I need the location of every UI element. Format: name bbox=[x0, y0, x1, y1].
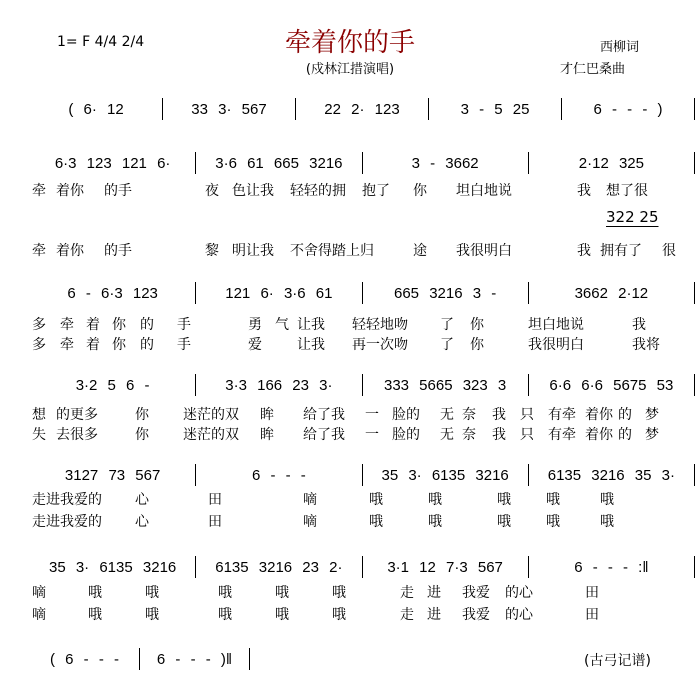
lyric-word: 手 bbox=[177, 337, 191, 353]
lyric-word: 着你 bbox=[585, 407, 613, 423]
measure-notes: 121 6· 3·6 61 bbox=[225, 284, 333, 302]
measure-notes: ( 6· 12 bbox=[68, 100, 124, 118]
lyric-word: 脸的 bbox=[392, 407, 420, 423]
lyric-word: 的 bbox=[618, 407, 632, 423]
lyric-word: 田 bbox=[208, 514, 222, 530]
lyric-word: 走进我爱的 bbox=[32, 514, 102, 530]
lyric-word: 田 bbox=[585, 585, 599, 601]
lyric-word: 你 bbox=[135, 427, 149, 443]
measure-notes: 6135 3216 35 3· bbox=[547, 466, 675, 484]
lyric-word: 一 bbox=[365, 407, 379, 423]
lyric-word: 迷茫的双 bbox=[183, 427, 239, 443]
measure-notes: 3·6 61 665 3216 bbox=[215, 154, 343, 172]
bar-line bbox=[694, 556, 695, 578]
lyric-word: 心 bbox=[135, 514, 149, 530]
measure bbox=[30, 651, 139, 668]
lyric-word: 无 bbox=[440, 427, 454, 443]
measure bbox=[363, 155, 528, 172]
lyric-word: 很 bbox=[662, 243, 676, 259]
measure-notes: 6 - - - )‖ bbox=[156, 650, 233, 668]
notes-row bbox=[30, 374, 695, 396]
lyric-word: 抱了 bbox=[362, 183, 390, 199]
song-title: 牵着你的手 bbox=[284, 28, 415, 58]
lyric-word: 不舍得踏上归 bbox=[290, 243, 374, 259]
measure bbox=[363, 559, 528, 576]
lyric-word: 让我 bbox=[297, 337, 325, 353]
lyric-word: 嘀 bbox=[303, 492, 317, 508]
lyric-word: 去很多 bbox=[56, 427, 98, 443]
lyric-word: 的更多 bbox=[56, 407, 98, 423]
lyric-word: 我将 bbox=[632, 337, 660, 353]
lyric-word: 的心 bbox=[505, 585, 533, 601]
measure-notes: 3127 73 567 bbox=[64, 466, 161, 484]
lyric-word: 轻轻的拥 bbox=[290, 183, 346, 199]
lyric-word: 我爱 bbox=[462, 607, 490, 623]
lyric-word: 着你 bbox=[585, 427, 613, 443]
bar-line bbox=[694, 98, 695, 120]
measure bbox=[30, 155, 195, 172]
lyric-word: 哦 bbox=[497, 514, 511, 530]
lyric-word: 途 bbox=[413, 243, 427, 259]
lyric-word: 我很明白 bbox=[456, 243, 512, 259]
measure bbox=[30, 101, 162, 118]
lyric-word: 梦 bbox=[645, 407, 659, 423]
lyric-word: 哦 bbox=[369, 514, 383, 530]
measure bbox=[363, 467, 528, 484]
lyric-word: 梦 bbox=[645, 427, 659, 443]
lyric-word: 的心 bbox=[505, 607, 533, 623]
measure-notes: 33 3· 567 bbox=[191, 100, 267, 118]
lyric-word: 哦 bbox=[369, 492, 383, 508]
lyric-word: 牵 bbox=[32, 183, 46, 199]
measure-notes: 3·3 166 23 3· bbox=[225, 376, 333, 394]
lyric-word: 气 bbox=[275, 317, 289, 333]
lyric-word: 轻轻地吻 bbox=[352, 317, 408, 333]
lyric-word: 有牵 bbox=[548, 427, 576, 443]
lyric-word: 牵 bbox=[60, 337, 74, 353]
lyric-word: 哦 bbox=[546, 492, 560, 508]
measure bbox=[30, 467, 195, 484]
measure bbox=[196, 377, 361, 394]
measure-notes: 6 - - - ) bbox=[593, 100, 663, 118]
lyric-word: 坦白地说 bbox=[456, 183, 512, 199]
lyric-word: 夜 bbox=[205, 183, 219, 199]
lyric-word: 哦 bbox=[88, 607, 102, 623]
lyric-word: 哦 bbox=[428, 514, 442, 530]
measure bbox=[296, 101, 428, 118]
lyric-word: 我 bbox=[492, 427, 506, 443]
lyric-word: 明让我 bbox=[232, 243, 274, 259]
notes-row bbox=[30, 556, 695, 578]
lyric-word: 了 bbox=[440, 317, 454, 333]
lyric-word: 哦 bbox=[600, 492, 614, 508]
lyric-word: 着你 bbox=[56, 183, 84, 199]
notes-row bbox=[30, 152, 695, 174]
bar-line bbox=[694, 464, 695, 486]
lyric-word: 你 bbox=[413, 183, 427, 199]
lyric-word: 的 bbox=[618, 427, 632, 443]
measure bbox=[363, 285, 528, 302]
lyric-word: 多 bbox=[32, 317, 46, 333]
measure-notes: 6 - 6·3 123 bbox=[67, 284, 158, 302]
measure-notes: 6 - - - :‖ bbox=[574, 558, 649, 576]
key-signature: 1= F 4/4 2/4 bbox=[57, 34, 145, 50]
lyric-word: 一 bbox=[365, 427, 379, 443]
measure bbox=[529, 285, 694, 302]
lyric-word: 哦 bbox=[600, 514, 614, 530]
lyric-word: 坦白地说 bbox=[528, 317, 584, 333]
measure-notes: 3662 2·12 bbox=[574, 284, 649, 302]
measure bbox=[429, 101, 561, 118]
bar-line bbox=[694, 152, 695, 174]
lyric-word: 想了很 bbox=[606, 183, 648, 199]
lyric-word: 让我 bbox=[297, 317, 325, 333]
notes-row bbox=[30, 98, 695, 120]
measure-notes: 3·2 5 6 - bbox=[75, 376, 150, 394]
measure bbox=[529, 155, 694, 172]
lyric-word: 我 bbox=[632, 317, 646, 333]
lyric-word: 只 bbox=[520, 407, 534, 423]
measure-notes: ( 6 - - - bbox=[50, 650, 119, 668]
measure-notes: 6·6 6·6 5675 53 bbox=[549, 376, 674, 394]
lyric-word: 给了我 bbox=[303, 407, 345, 423]
lyric-word: 心 bbox=[135, 492, 149, 508]
measure-notes: 6135 3216 23 2· bbox=[215, 558, 343, 576]
measure-notes: 22 2· 123 bbox=[324, 100, 400, 118]
measure-notes: 6·3 123 121 6· bbox=[54, 154, 171, 172]
measure bbox=[196, 155, 361, 172]
measure-notes: 35 3· 6135 3216 bbox=[381, 466, 509, 484]
measure bbox=[196, 467, 361, 484]
lyric-word: 我爱 bbox=[462, 585, 490, 601]
lyric-word: 嘀 bbox=[303, 514, 317, 530]
alternate-notes: 322 25 bbox=[606, 208, 659, 226]
lyric-word: 嘀 bbox=[32, 607, 46, 623]
lyric-word: 田 bbox=[585, 607, 599, 623]
measure bbox=[30, 285, 195, 302]
notes-row bbox=[30, 464, 695, 486]
measure bbox=[529, 559, 694, 576]
lyric-word: 进 bbox=[427, 585, 441, 601]
bar-line bbox=[249, 648, 250, 670]
lyric-word: 哦 bbox=[428, 492, 442, 508]
lyric-word: 着 bbox=[86, 337, 100, 353]
lyric-word: 脸的 bbox=[392, 427, 420, 443]
lyric-word: 奈 bbox=[462, 407, 476, 423]
lyric-word: 走进我爱的 bbox=[32, 492, 102, 508]
lyric-word: 哦 bbox=[497, 492, 511, 508]
measure-notes: 665 3216 3 - bbox=[394, 284, 497, 302]
lyric-word: 眸 bbox=[260, 427, 274, 443]
measure bbox=[196, 559, 361, 576]
lyric-word: 的手 bbox=[104, 183, 132, 199]
measure-notes: 6 - - - bbox=[251, 466, 306, 484]
measure-notes: 3 - 3662 bbox=[411, 154, 479, 172]
lyric-word: 爱 bbox=[248, 337, 262, 353]
lyricist: 西柳词 bbox=[600, 40, 640, 55]
lyric-word: 的 bbox=[140, 317, 154, 333]
lyric-word: 再一次吻 bbox=[352, 337, 408, 353]
lyric-word: 黎 bbox=[205, 243, 219, 259]
measure-notes: 333 5665 323 3 bbox=[383, 376, 507, 394]
lyric-word: 牵 bbox=[32, 243, 46, 259]
lyric-word: 有牵 bbox=[548, 407, 576, 423]
measure bbox=[163, 101, 295, 118]
measure bbox=[363, 377, 528, 394]
lyric-word: 了 bbox=[440, 337, 454, 353]
lyric-word: 你 bbox=[112, 317, 126, 333]
lyric-word: 奈 bbox=[462, 427, 476, 443]
performer-note: (戍林江措演唱) bbox=[305, 62, 395, 77]
lyric-word: 嘀 bbox=[32, 585, 46, 601]
lyric-word: 你 bbox=[135, 407, 149, 423]
lyric-word: 给了我 bbox=[303, 427, 345, 443]
lyric-word: 你 bbox=[112, 337, 126, 353]
lyric-word: 手 bbox=[177, 317, 191, 333]
composer: 才仁巴桑曲 bbox=[560, 62, 626, 77]
lyric-word: 哦 bbox=[88, 585, 102, 601]
measure-notes: 3 - 5 25 bbox=[460, 100, 530, 118]
lyric-word: 我 bbox=[492, 407, 506, 423]
lyric-word: 的 bbox=[140, 337, 154, 353]
lyric-word: 勇 bbox=[248, 317, 262, 333]
lyric-word: 的手 bbox=[104, 243, 132, 259]
measure bbox=[529, 377, 694, 394]
lyric-word: 哦 bbox=[218, 607, 232, 623]
lyric-word: 只 bbox=[520, 427, 534, 443]
lyric-word: 你 bbox=[470, 337, 484, 353]
measure-notes: 3·1 12 7·3 567 bbox=[387, 558, 503, 576]
bar-line bbox=[694, 282, 695, 304]
lyric-word: 田 bbox=[208, 492, 222, 508]
lyric-word: 迷茫的双 bbox=[183, 407, 239, 423]
lyric-word: 进 bbox=[427, 607, 441, 623]
lyric-word: 我很明白 bbox=[528, 337, 584, 353]
lyric-word: 哦 bbox=[332, 607, 346, 623]
notes-row bbox=[30, 282, 695, 304]
lyric-word: 哦 bbox=[546, 514, 560, 530]
lyric-word: 想 bbox=[32, 407, 46, 423]
lyric-word: 色让我 bbox=[232, 183, 274, 199]
measure bbox=[562, 101, 694, 118]
measure bbox=[196, 285, 361, 302]
measure bbox=[30, 559, 195, 576]
lyric-word: 失 bbox=[32, 427, 46, 443]
measure bbox=[140, 651, 249, 668]
lyric-word: 走 bbox=[400, 585, 414, 601]
lyric-word: 哦 bbox=[145, 607, 159, 623]
lyric-word: 拥有了 bbox=[600, 243, 642, 259]
lyric-word: 哦 bbox=[275, 607, 289, 623]
lyric-word: 哦 bbox=[218, 585, 232, 601]
bar-line bbox=[694, 374, 695, 396]
measure bbox=[30, 377, 195, 394]
measure-notes: 2·12 325 bbox=[578, 154, 644, 172]
lyric-word: 无 bbox=[440, 407, 454, 423]
transcriber-credit: (古弓记谱) bbox=[584, 653, 651, 669]
lyric-word: 你 bbox=[470, 317, 484, 333]
lyric-word: 哦 bbox=[145, 585, 159, 601]
notes-row bbox=[30, 648, 250, 670]
lyric-word: 牵 bbox=[60, 317, 74, 333]
lyric-word: 着你 bbox=[56, 243, 84, 259]
lyric-word: 着 bbox=[86, 317, 100, 333]
lyric-word: 哦 bbox=[275, 585, 289, 601]
lyric-word: 我 bbox=[577, 183, 591, 199]
lyric-word: 走 bbox=[400, 607, 414, 623]
lyric-word: 眸 bbox=[260, 407, 274, 423]
measure-notes: 35 3· 6135 3216 bbox=[48, 558, 177, 576]
lyric-word: 我 bbox=[577, 243, 591, 259]
lyric-word: 哦 bbox=[332, 585, 346, 601]
lyric-word: 多 bbox=[32, 337, 46, 353]
measure bbox=[529, 467, 694, 484]
